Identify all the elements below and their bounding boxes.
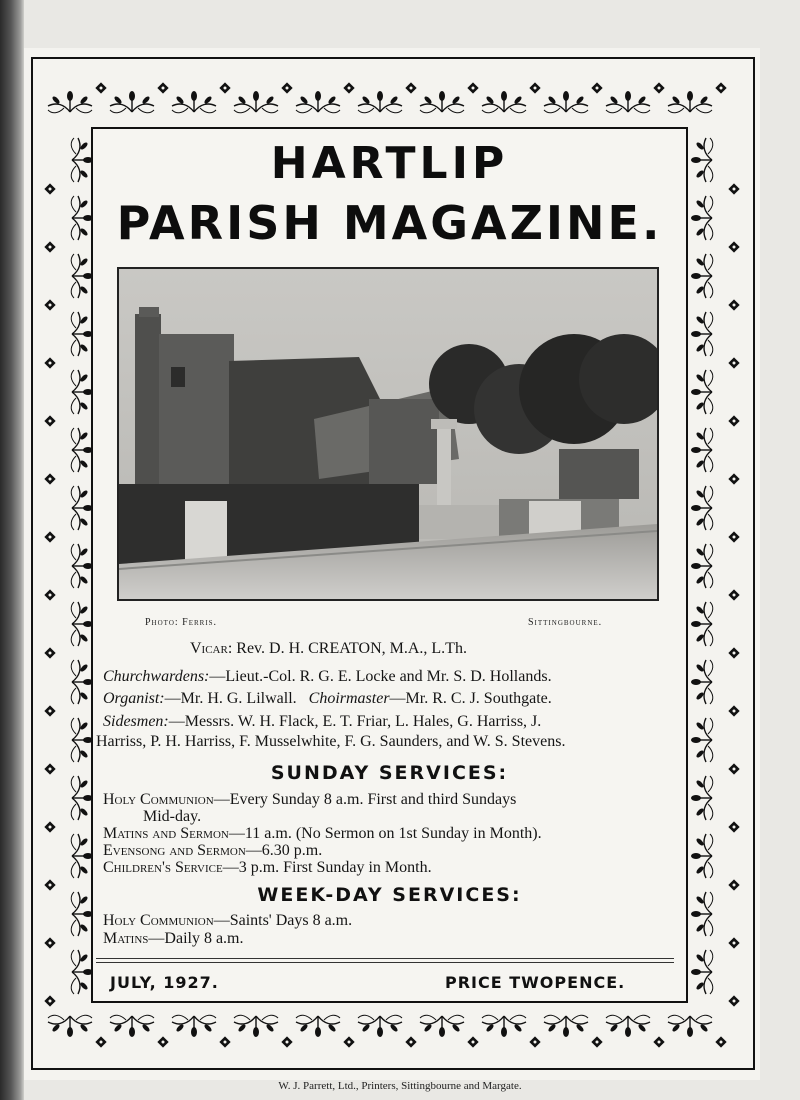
service-name: Matins [103,930,149,947]
footer-rule-top [96,958,674,959]
weekday-service-item [103,912,352,930]
photo-location: Sittingbourne. [528,617,603,628]
service-name: Children's Service [103,859,223,876]
vicar-label: Vicar: [190,640,233,657]
service-name: Holy Communion [103,912,214,929]
footer-rule-top-double [96,962,674,963]
service-name: Matins and Sermon [103,825,229,842]
weekday-service-item [103,930,244,948]
service-detail: —Daily 8 a.m. [148,930,244,947]
sunday-service-continuation: Mid-day. [143,808,202,825]
choirmaster-label: Choirmaster [308,690,390,707]
organist-value: —Mr. H. G. Lilwall. [164,690,297,707]
service-detail: —Saints' Days 8 a.m. [213,912,353,929]
organist-line [103,690,552,708]
issue-price: PRICE TWOPENCE. [445,973,626,992]
service-detail: —11 a.m. (No Sermon on 1st Sunday in Month). [228,825,542,842]
service-name: Evensong and Sermon [103,842,246,859]
churchwardens-label: Churchwardens: [103,668,210,685]
organist-label: Organist: [103,690,165,707]
photo-credit: Photo: Ferris. [145,617,218,628]
churchwardens-line [103,668,552,686]
sunday-services-heading: SUNDAY SERVICES: [270,762,509,784]
printer-imprint: W. J. Parrett, Ltd., Printers, Sittingbourne and Margate. [278,1080,522,1092]
sunday-service-item [103,859,432,877]
vicar-name: Rev. D. H. CREATON, M.A., L.Th. [236,640,467,657]
sidesmen-line-1 [103,713,541,731]
choirmaster-value: —Mr. R. C. J. Southgate. [389,690,552,707]
sunday-service-item [103,842,322,860]
churchwardens-value: —Lieut.-Col. R. G. E. Locke and Mr. S. D. Hollands. [209,668,552,685]
weekday-services-heading: WEEK-DAY SERVICES: [257,884,522,906]
sunday-service-item [103,791,516,809]
sidesmen-value-1: —Messrs. W. H. Flack, E. T. Friar, L. Hales, G. Harriss, J. [168,713,542,730]
church-photograph [117,267,659,601]
sidesmen-line-2: Harriss, P. H. Harriss, F. Musselwhite, F. G. Saunders, and W. S. Stevens. [96,733,566,750]
service-detail: —3 p.m. First Sunday in Month. [222,859,432,876]
service-detail: —6.30 p.m. [245,842,323,859]
vicar-line [190,640,467,658]
sunday-service-item [103,825,542,843]
service-detail: —Every Sunday 8 a.m. First and third Sundays [213,791,517,808]
sidesmen-label: Sidesmen: [103,713,169,730]
service-name: Holy Communion [103,791,214,808]
masthead-title-line-1: HARTLIP [270,138,509,189]
masthead-title-line-2: PARISH MAGAZINE. [116,196,663,250]
issue-date: JULY, 1927. [110,973,219,992]
